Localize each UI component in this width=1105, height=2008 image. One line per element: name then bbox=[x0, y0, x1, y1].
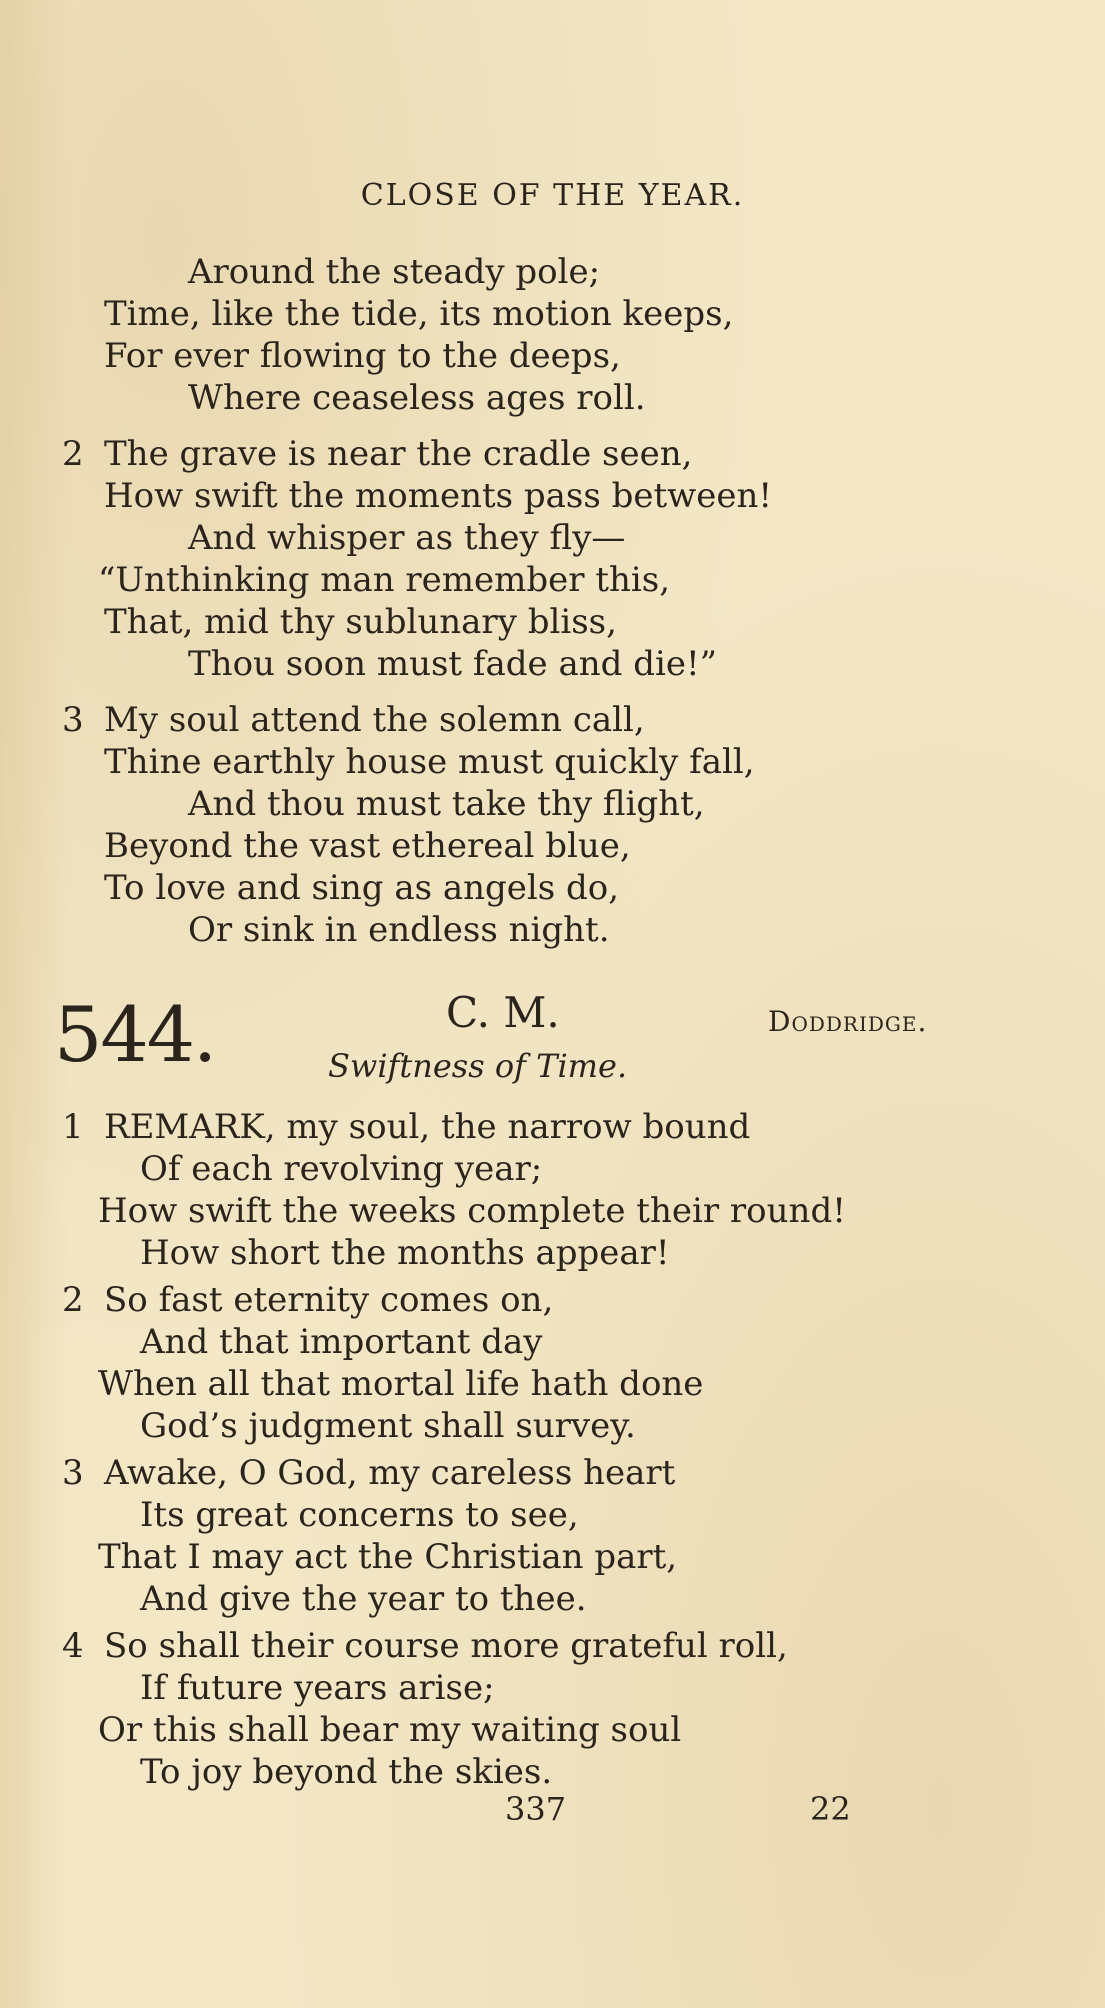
verse-line: God’s judgment shall survey. bbox=[140, 1406, 636, 1446]
verse-line: To joy beyond the skies. bbox=[140, 1752, 553, 1792]
verse-line: And thou must take thy flight, bbox=[188, 784, 705, 824]
verse-line: REMARK, my soul, the narrow bound bbox=[104, 1107, 751, 1147]
verse-line: Time, like the tide, its motion keeps, bbox=[104, 294, 734, 334]
running-head: CLOSE OF THE YEAR. bbox=[360, 178, 745, 213]
verse-line: If future years arise; bbox=[140, 1668, 495, 1708]
page-number: 337 bbox=[505, 1790, 567, 1828]
verse-line: And give the year to thee. bbox=[140, 1579, 587, 1619]
stanza-number: 4 bbox=[62, 1626, 84, 1666]
verse-line: So fast eternity comes on, bbox=[104, 1280, 554, 1320]
verse-line: For ever flowing to the deeps, bbox=[104, 336, 621, 376]
verse-line: So shall their course more grateful roll, bbox=[104, 1626, 788, 1666]
verse-line: Thine earthly house must quickly fall, bbox=[104, 742, 755, 782]
verse-line: That, mid thy sublunary bliss, bbox=[104, 602, 617, 642]
stanza-number: 1 bbox=[62, 1107, 84, 1147]
verse-line: “Unthinking man remember this, bbox=[98, 560, 671, 600]
signature-mark: 22 bbox=[810, 1790, 851, 1828]
verse-line: To love and sing as angels do, bbox=[104, 868, 620, 908]
verse-line: Or this shall bear my waiting soul bbox=[98, 1710, 682, 1750]
stanza-number: 2 bbox=[62, 434, 84, 474]
hymn-author: Doddridge. bbox=[768, 1005, 928, 1038]
hymn-meter: C. M. bbox=[446, 988, 560, 1037]
hymn-subtitle: Swiftness of Time. bbox=[328, 1047, 628, 1085]
verse-line: That I may act the Christian part, bbox=[98, 1537, 678, 1577]
stanza-number: 3 bbox=[62, 1453, 84, 1493]
verse-line: How swift the weeks complete their round! bbox=[98, 1191, 846, 1231]
verse-line: How short the months appear! bbox=[140, 1233, 670, 1273]
verse-line: And that important day bbox=[140, 1322, 543, 1362]
hymn-number: 544. bbox=[54, 990, 216, 1079]
verse-line: Where ceaseless ages roll. bbox=[188, 378, 646, 418]
verse-line: And whisper as they fly— bbox=[188, 518, 626, 558]
verse-line: Awake, O God, my careless heart bbox=[104, 1453, 676, 1493]
verse-line: Of each revolving year; bbox=[140, 1149, 543, 1189]
verse-line: How swift the moments pass between! bbox=[104, 476, 773, 516]
verse-line: When all that mortal life hath done bbox=[98, 1364, 704, 1404]
stanza-number: 2 bbox=[62, 1280, 84, 1320]
verse-line: Or sink in endless night. bbox=[188, 910, 610, 950]
verse-line: My soul attend the solemn call, bbox=[104, 700, 645, 740]
verse-line: Its great concerns to see, bbox=[140, 1495, 579, 1535]
verse-line: Beyond the vast ethereal blue, bbox=[104, 826, 631, 866]
stanza-number: 3 bbox=[62, 700, 84, 740]
verse-line: The grave is near the cradle seen, bbox=[104, 434, 693, 474]
verse-line: Around the steady pole; bbox=[188, 252, 601, 292]
verse-line: Thou soon must fade and die!” bbox=[188, 644, 717, 684]
